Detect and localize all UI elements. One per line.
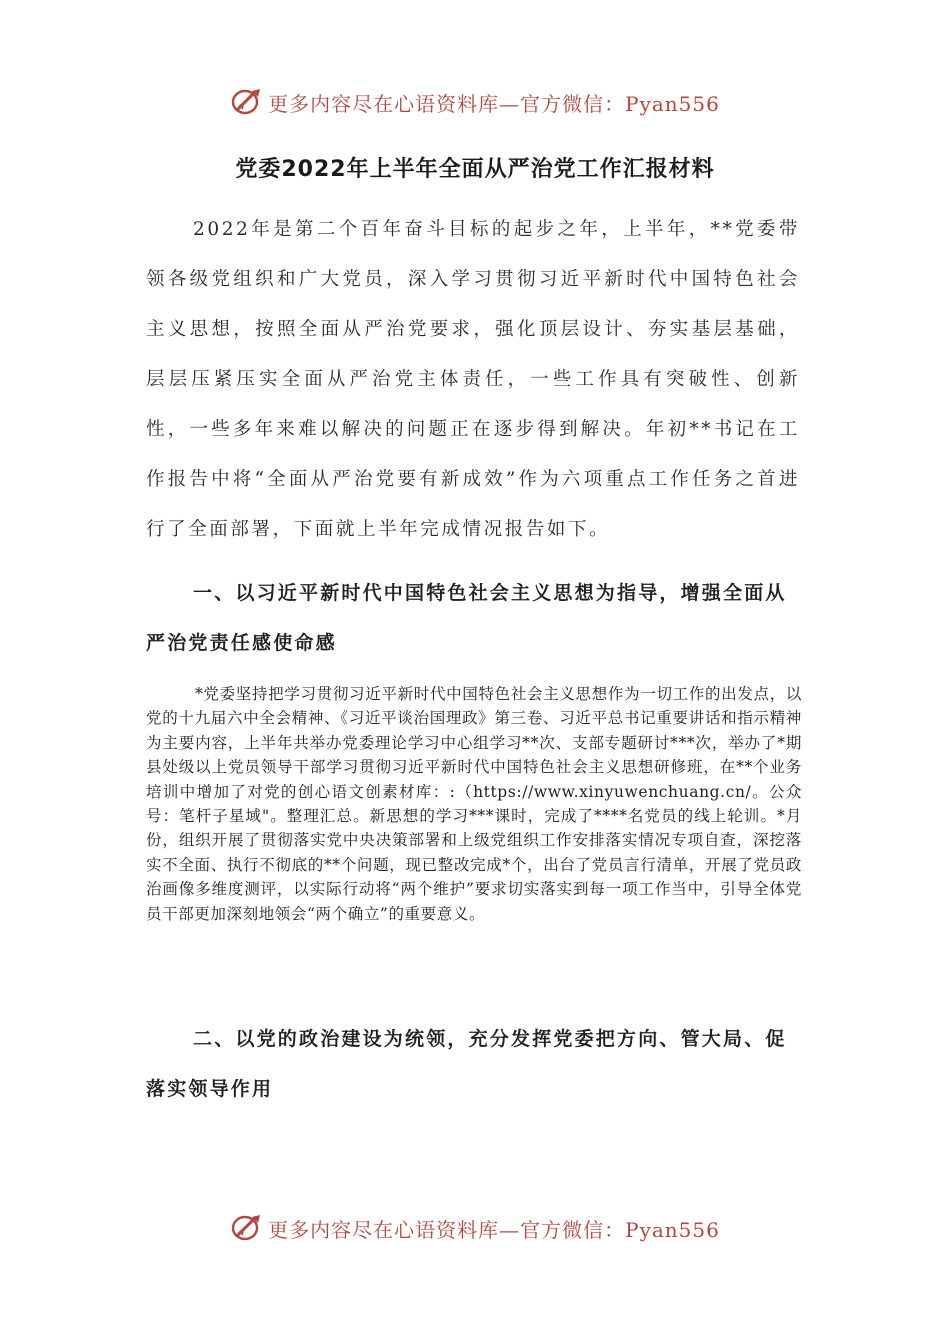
pen-logo-icon [230,1211,264,1245]
watermark-text: 更多内容尽在心语资料库—官方微信：Pyan556 [268,91,720,116]
watermark-header [0,82,950,122]
watermark-footer [0,1208,950,1248]
document-title: 党委2022年上半年全面从严治党工作汇报材料 [235,157,715,182]
section-2-heading: 二、以党的政治建设为统领，充分发挥党委把方向、管大局、促落实领导作用 [146,1028,787,1100]
pen-logo-icon [230,85,264,119]
watermark-text: 更多内容尽在心语资料库—官方微信：Pyan556 [268,1217,720,1242]
section-1-paragraph: *党委坚持把学习贯彻习近平新时代中国特色社会主义思想作为一切工作的出发点，以党的十九届六中全会精神、《习近平谈治国理政》第三卷、习近平总书记重要讲话和指示精神为主要内容，上半年共举办党委理论学习中心组学习**次、支部专题研讨***次，举办了*期县处级以上党员领导干部学习贯彻习近平新时代中国特色社会主义思想研修班，在**个业务培训中增加了对党的创心语文创素材库：:（https://www.xinyuwenchuang.cn/。公众号：笔杆子星域"。整理汇总。新思想的学习***课时，完成了****名党员的线上轮训。*月份，组织开展了贯彻落实党中央决策部署和上级党组织工作安排落实情况专项自查，深挖落实不全面、执行不彻底的**个问题，现已整改完成*个，出台了党员言行清单，开展了党员政治画像多维度测评，以实际行动将“两个维护”要求切实落实到每一项工作当中，引导全体党员干部更加深刻地领会“两个确立”的重要意义。 [146,685,802,923]
section-1-heading: 一、以习近平新时代中国特色社会主义思想为指导，增强全面从严治党责任感使命感 [146,582,787,654]
intro-paragraph: 2022年是第二个百年奋斗目标的起步之年，上半年，**党委带领各级党组织和广大党员，深入学习贯彻习近平新时代中国特色社会主义思想，按照全面从严治党要求，强化顶层设计、夯实基层基础，层层压紧压实全面从严治党主体责任，一些工作具有突破性、创新性，一些多年来难以解决的问题正在逐步得到解决。年初**书记在工作报告中将“全面从严治党要有新成效”作为六项重点工作任务之首进行了全面部署，下面就上半年完成情况报告如下。 [146,219,800,540]
